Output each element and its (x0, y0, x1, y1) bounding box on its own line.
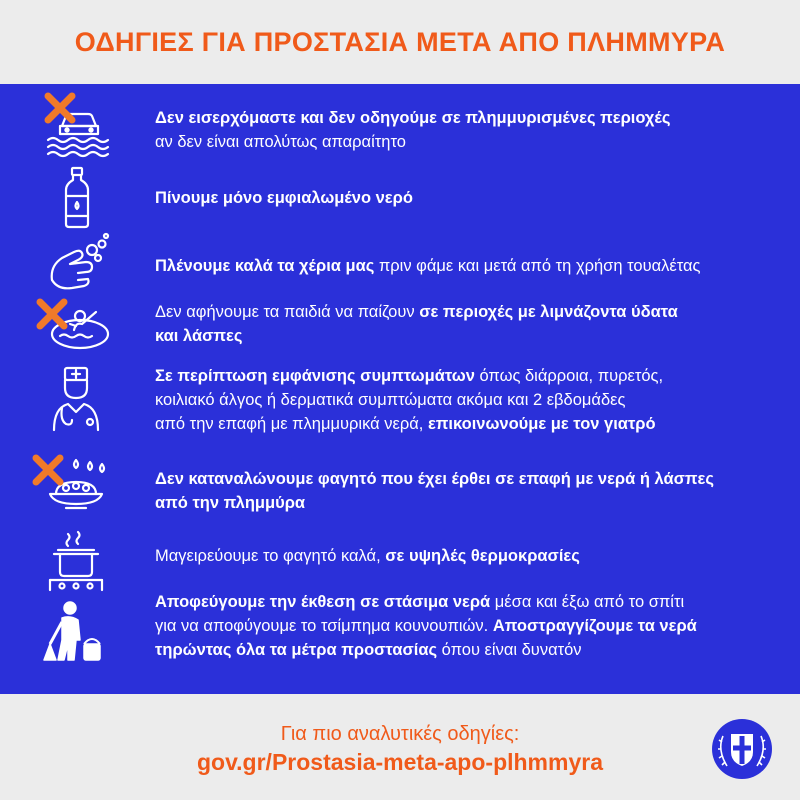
header (0, 0, 800, 84)
instruction-text (155, 300, 785, 348)
instruction-line (155, 130, 785, 154)
instruction-text-bold: Αποστραγγίζουμε τα νερά (492, 617, 697, 635)
instructions-panel (0, 84, 800, 694)
instruction-text-bold: Δεν εισερχόμαστε και δεν οδηγούμε σε πλημμυρισμένες περιοχές (155, 109, 671, 127)
instruction-text-bold: επικοινωνούμε με τον γιατρό (427, 415, 656, 433)
instruction-text-regular: μέσα και έξω από το σπίτι (490, 593, 685, 611)
instruction-text-bold: τηρώντας όλα τα μέτρα προστασίας (155, 641, 438, 659)
instruction-text (155, 254, 785, 278)
info-link[interactable]: gov.gr/Prostasia-meta-apo-plhmmyra (196, 749, 603, 775)
footer (0, 694, 800, 800)
instruction-line (155, 364, 785, 388)
instruction-text-bold: σε υψηλές θερμοκρασίες (385, 547, 580, 565)
instruction-text-bold: Πίνουμε μόνο εμφιαλωμένο νερό (155, 189, 413, 207)
instruction-line (155, 614, 785, 638)
page-title: ΟΔΗΓΙΕΣ ΓΙΑ ΠΡΟΣΤΑΣΙΑ ΜΕΤΑ ΑΠΟ ΠΛΗΜΜΥΡΑ (74, 26, 726, 57)
instruction-line (155, 388, 785, 412)
instruction-text-regular: για να αποφύγουμε το τσίμπημα κουνουπιών. (155, 617, 493, 635)
instruction-text-bold: από την πλημμύρα (155, 494, 306, 512)
instruction-text-regular: αν δεν είναι απολύτως απαραίτητο (155, 133, 406, 151)
instruction-text-bold: και λάσπες (155, 327, 243, 345)
instruction-text-regular: πριν φάμε και μετά από τη χρήση τουαλέτας (374, 257, 701, 275)
instruction-text-bold: Δεν καταναλώνουμε φαγητό που έχει έρθει σε επαφή με νερά ή λάσπες (155, 470, 714, 488)
instruction-text-regular: κοιλιακό άλγος ή δερματικά συμπτώματα ακόμα και 2 εβδομάδες (155, 391, 626, 409)
instruction-text-regular: από την επαφή με πλημμυρικά νερά, (155, 415, 428, 433)
instruction-line (155, 300, 785, 324)
instruction-text (155, 186, 785, 210)
cross-icon (48, 96, 72, 120)
instruction-text (155, 364, 785, 436)
instruction-line (155, 324, 785, 348)
instruction-text (155, 590, 785, 662)
prohibition-marks (0, 84, 120, 694)
instruction-line (155, 254, 785, 278)
instruction-text-regular: όπου είναι δυνατόν (437, 641, 582, 659)
instruction-line (155, 638, 785, 662)
instruction-text (155, 544, 785, 568)
instruction-text-bold: σε περιοχές με λιμνάζοντα ύδατα (419, 303, 678, 321)
instruction-text (155, 106, 785, 154)
instruction-text-regular: Μαγειρεύουμε το φαγητό καλά, (155, 547, 386, 565)
instruction-text-regular: όπως διάρροια, πυρετός, (474, 367, 664, 385)
instruction-line (155, 467, 785, 491)
instruction-line (155, 590, 785, 614)
cross-icon (40, 302, 64, 326)
instruction-line (155, 412, 785, 436)
instruction-text-bold: Πλένουμε καλά τα χέρια μας (155, 257, 375, 275)
greek-coat-of-arms-icon (709, 716, 775, 782)
instruction-text-regular: Δεν αφήνουμε τα παιδιά να παίζουν (155, 303, 420, 321)
instruction-text (155, 467, 785, 515)
instruction-text-bold: Σε περίπτωση εμφάνισης συμπτωμάτων (155, 367, 475, 385)
instruction-line (155, 186, 785, 210)
instruction-text-bold: Αποφεύγουμε την έκθεση σε στάσιμα νερά (155, 593, 491, 611)
instruction-line (155, 544, 785, 568)
cross-icon (36, 458, 60, 482)
instruction-line (155, 106, 785, 130)
instruction-line (155, 491, 785, 515)
more-info-label: Για πιο αναλυτικές οδηγίες: (280, 723, 520, 745)
